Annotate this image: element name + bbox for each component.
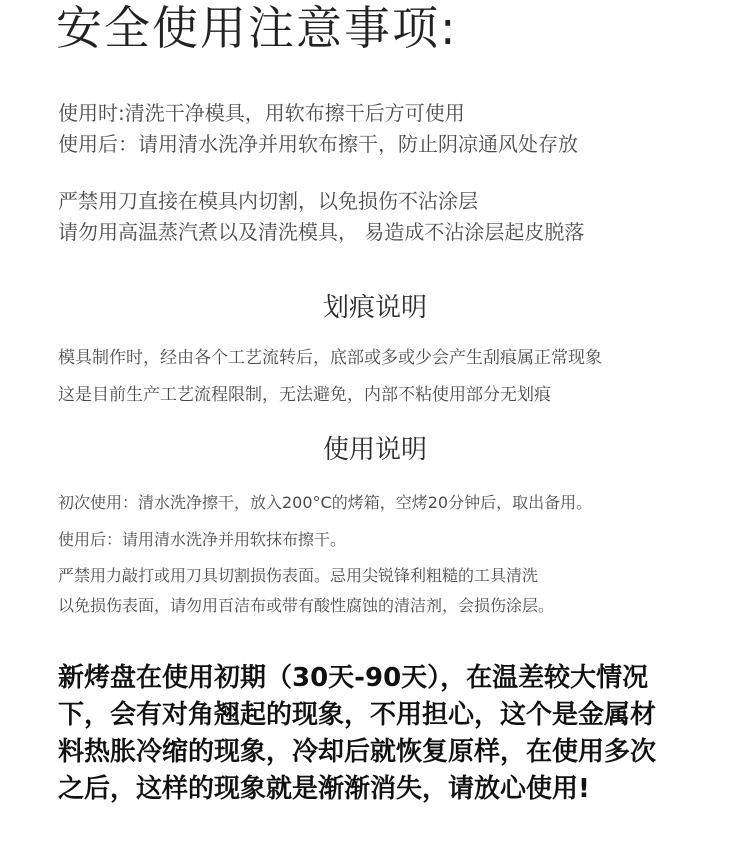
scratch-line-1: 模具制作时，经由各个工艺流转后，底部或多或少会产生刮痕属正常现象	[58, 348, 602, 368]
usage-heading: 使用说明	[322, 435, 427, 465]
notice-paragraph	[58, 660, 708, 808]
notice-line-2: 下，会有对角翘起的现象，不用担心，这个是金属材	[58, 700, 657, 730]
usage-line-1: 初次使用：清水洗净擦干，放入200°C的烤箱，空烤20分钟后，取出备用。	[58, 493, 593, 512]
page-title: 安全使用注意事项:	[56, 1, 458, 55]
usage-line-4: 以免损伤表面，请勿用百洁布或带有酸性腐蚀的清洁剂，会损伤涂层。	[58, 596, 555, 615]
notice-line-1: 新烤盘在使用初期（30天-90天），在温差较大情况	[58, 663, 649, 693]
safety-line-3: 严禁用刀直接在模具内切割，以免损伤不沾涂层	[58, 189, 478, 213]
usage-line-3: 严禁用力敲打或用刀具切割损伤表面。忌用尖锐锋利粗糙的工具清洗	[58, 566, 539, 585]
usage-line-2: 使用后：请用清水洗净并用软抹布擦干。	[58, 530, 347, 549]
notice-line-3: 料热胀冷缩的现象，冷却后就恢复原样，在使用多次	[58, 737, 657, 767]
scratch-heading: 划痕说明	[322, 293, 427, 323]
safety-line-1: 使用时:清洗干净模具，用软布擦干后方可使用	[58, 101, 465, 125]
scratch-line-2: 这是目前生产工艺流程限制，无法避免，内部不粘使用部分无划痕	[58, 385, 551, 405]
notice-line-4: 之后，这样的现象就是渐渐消失，请放心使用!	[58, 774, 590, 804]
safety-line-2: 使用后：请用清水洗净并用软布擦干，防止阴凉通风处存放	[58, 132, 578, 156]
safety-line-4: 请勿用高温蒸汽煮以及清洗模具， 易造成不沾涂层起皮脱落	[58, 220, 585, 244]
